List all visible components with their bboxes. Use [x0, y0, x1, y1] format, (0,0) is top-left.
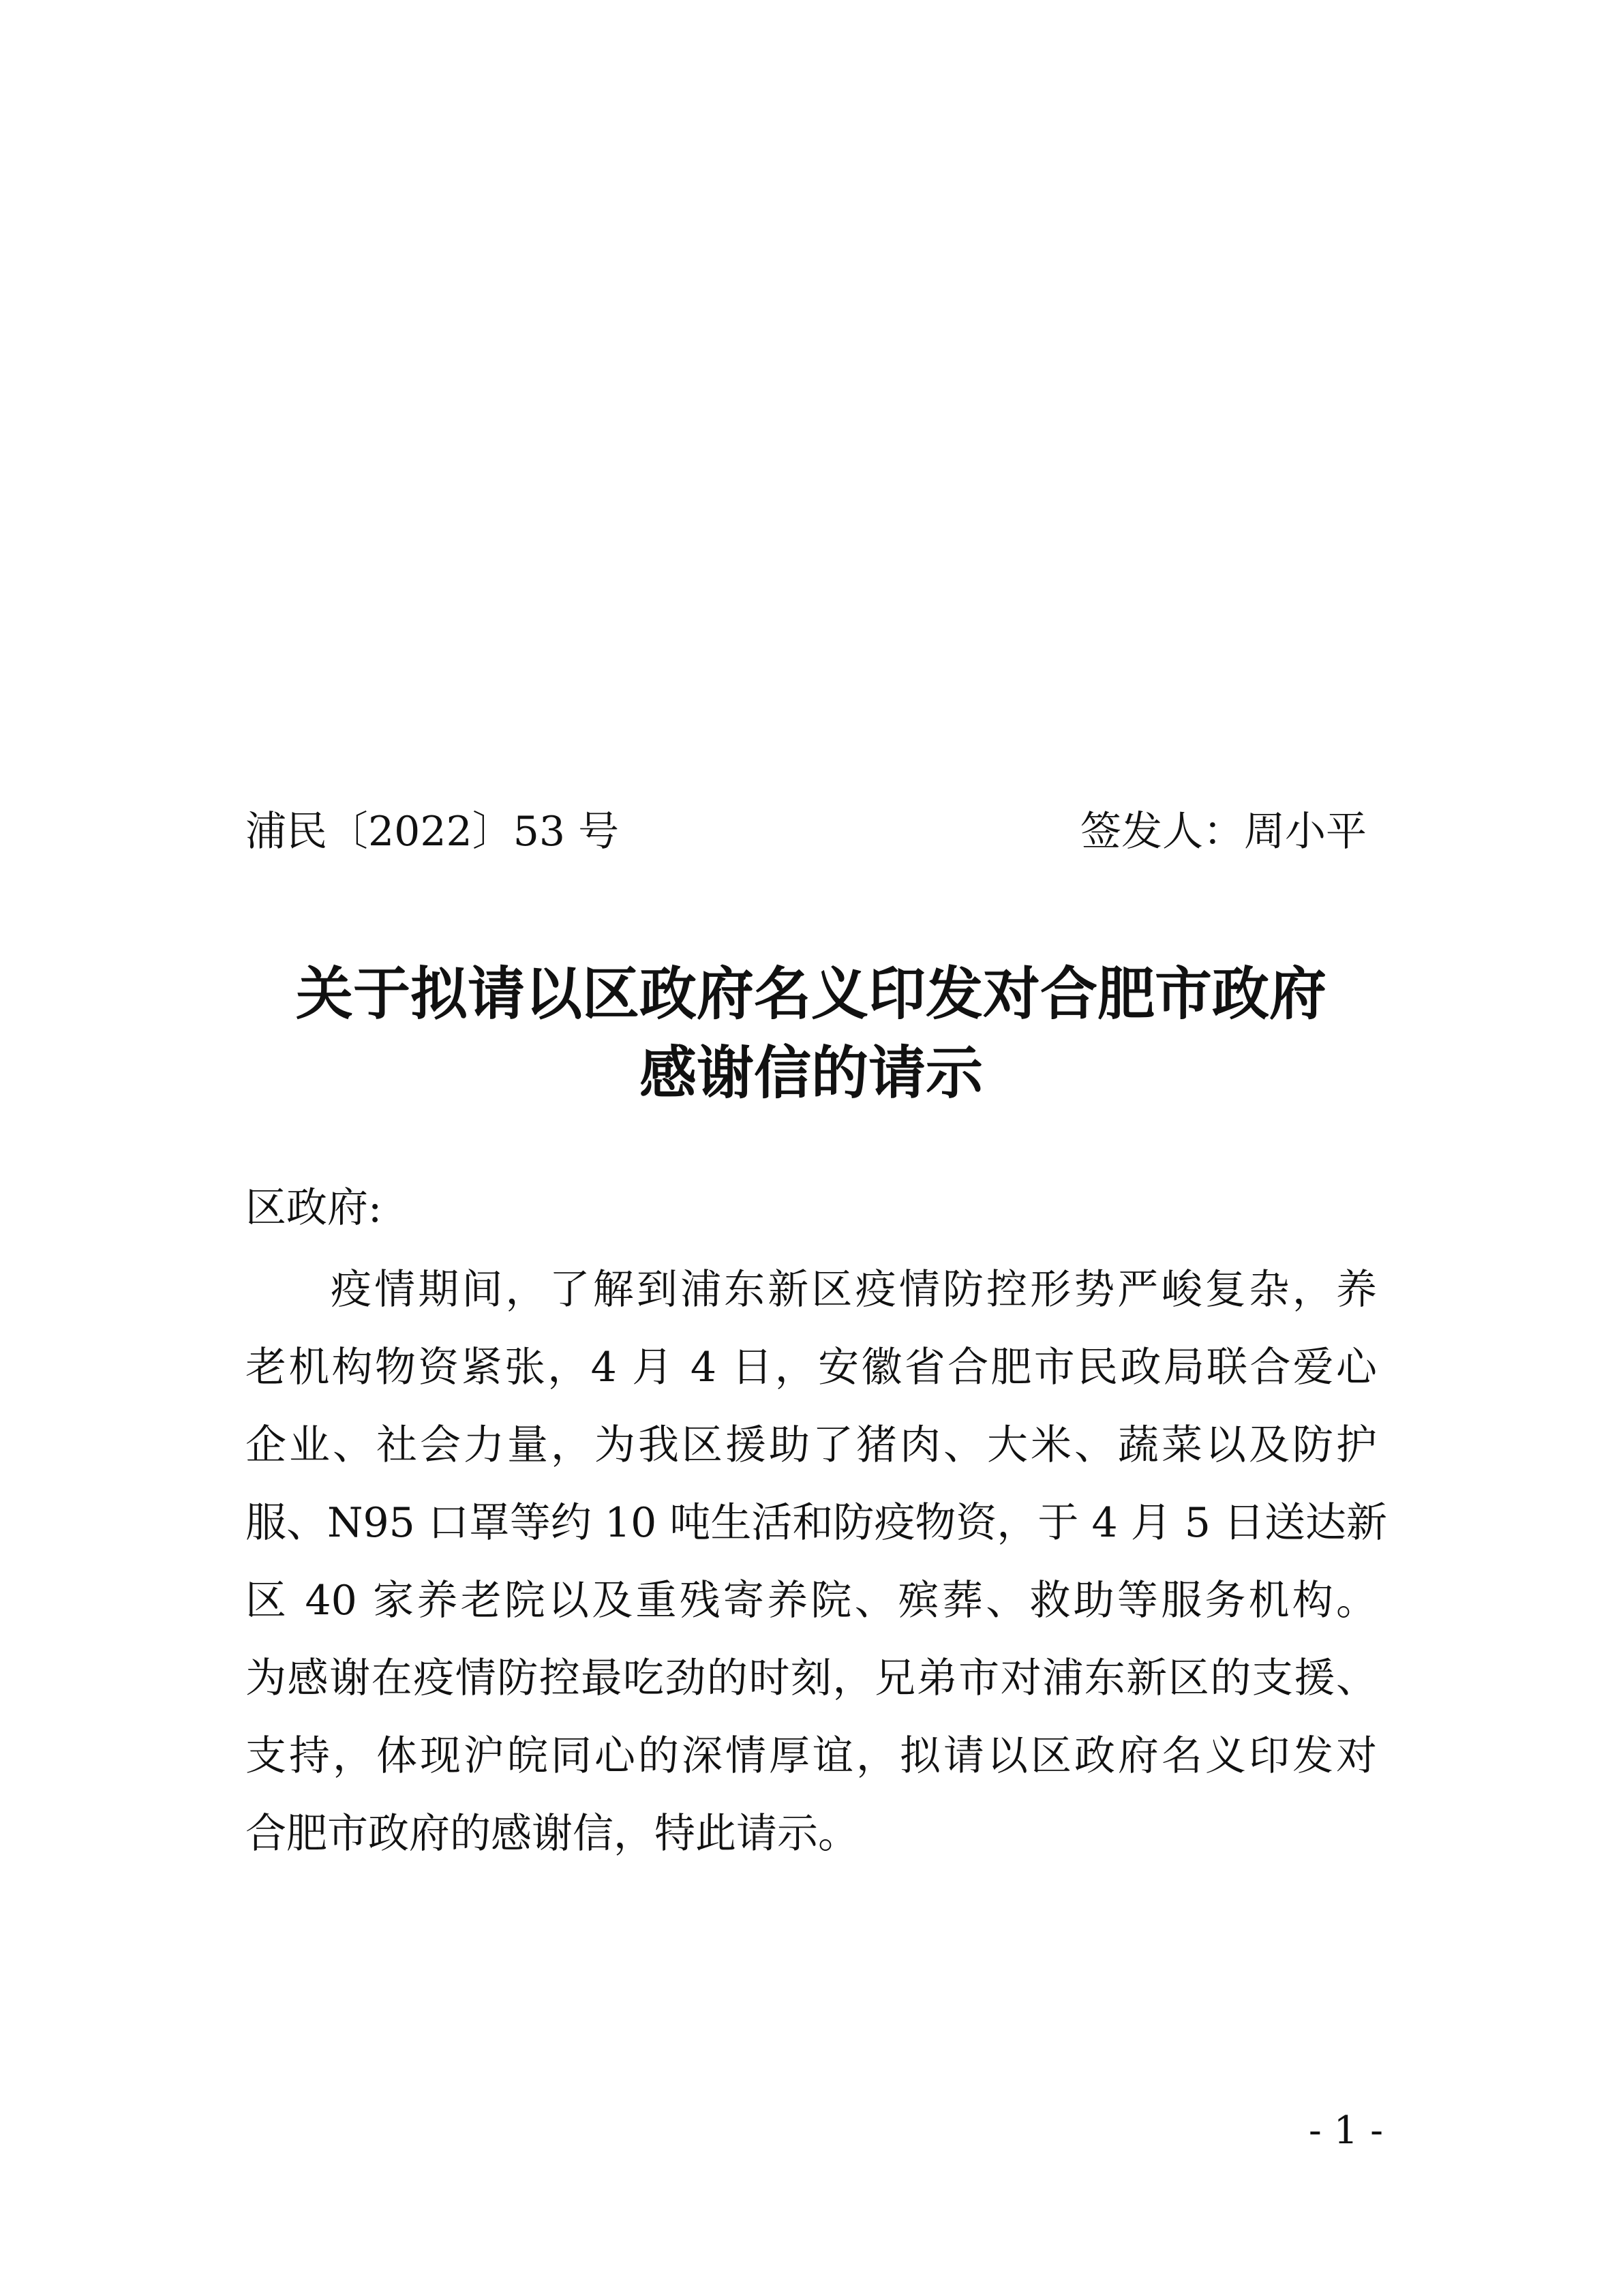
- signer: 签发人：周小平: [1080, 808, 1367, 856]
- body-line-7: 支持，体现沪皖同心的深情厚谊，拟请以区政府名义印发对: [245, 1732, 1377, 1780]
- page-number: - 1 -: [1308, 2109, 1383, 2153]
- body-line-2: 老机构物资紧张，4 月 4 日，安徽省合肥市民政局联合爱心: [245, 1344, 1377, 1391]
- document-number: 浦民〔2022〕53 号: [245, 808, 620, 856]
- salutation: 区政府:: [245, 1184, 382, 1232]
- body-line-4: 服、N95 口罩等约 10 吨生活和防疫物资，于 4 月 5 日送达新: [245, 1499, 1388, 1547]
- body-line-1: 疫情期间，了解到浦东新区疫情防控形势严峻复杂，养: [331, 1266, 1377, 1314]
- body-line-5: 区 40 家养老院以及重残寄养院、殡葬、救助等服务机构。: [245, 1577, 1377, 1625]
- body-line-6: 为感谢在疫情防控最吃劲的时刻，兄弟市对浦东新区的支援、: [245, 1655, 1377, 1702]
- body-line-8: 合肥市政府的感谢信，特此请示。: [245, 1810, 859, 1858]
- title-line-2: 感谢信的请示: [639, 1039, 983, 1106]
- body-text: [245, 1263, 1388, 1884]
- document-title: [204, 954, 1418, 1113]
- title-line-1: 关于拟请以区政府名义印发对合肥市政府: [295, 960, 1326, 1027]
- body-line-3: 企业、社会力量，为我区援助了猪肉、大米、蔬菜以及防护: [245, 1421, 1377, 1469]
